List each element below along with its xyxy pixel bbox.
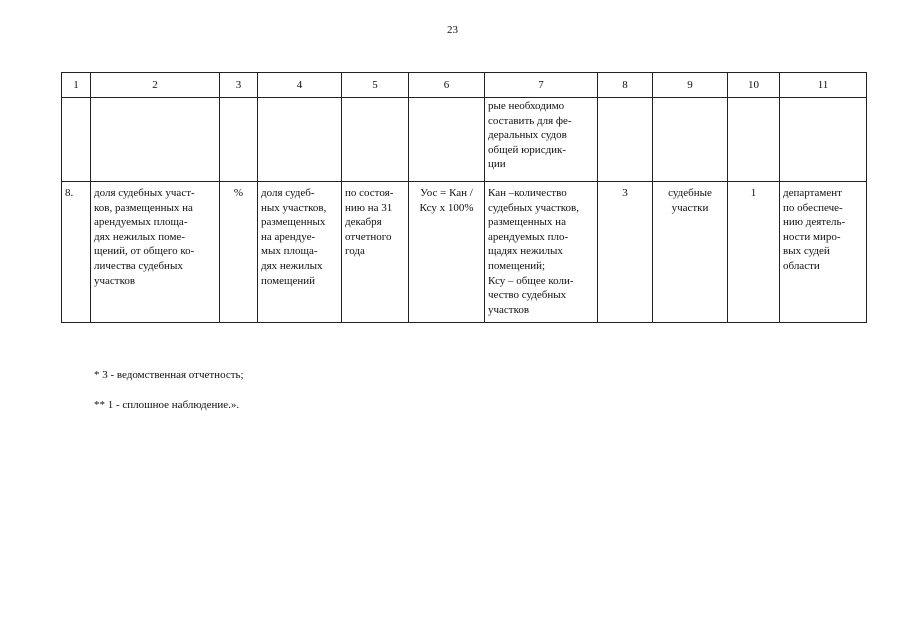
column-header: 9 xyxy=(653,73,728,98)
period: по состоя- нию на 31 декабря отчетного года xyxy=(345,187,394,258)
table-cell xyxy=(728,98,780,182)
footnotes xyxy=(94,368,244,428)
footnote-1: * 3 - ведомственная отчетность; xyxy=(94,369,244,381)
indicator-name: доля судебных участ- ков, размещенных на арендуемых площа- дях нежилых поме- щений, от общего ко- личества судебных участков xyxy=(94,187,195,287)
table-cell xyxy=(653,98,728,182)
responsible-cell xyxy=(780,182,867,323)
unit-cell xyxy=(220,182,258,323)
coverage: 1 xyxy=(750,187,757,199)
footnote-2: ** 1 - сплошное наблюдение.». xyxy=(94,399,240,411)
definition-cell xyxy=(258,182,342,323)
observation-unit-cell xyxy=(653,182,728,323)
table-cell xyxy=(780,98,867,182)
table-header-row xyxy=(62,73,867,98)
table-row-indicator-8 xyxy=(62,182,867,323)
column-header: 1 xyxy=(62,73,91,98)
continuation-text: рые необходимо составить для фе- деральных судов общей юрисдик- ции xyxy=(488,100,572,171)
definition: доля судеб- ных участков, размещенных на арендуе- мых площа- дях нежилых помещений xyxy=(261,187,327,287)
column-header: 3 xyxy=(220,73,258,98)
variables-cell xyxy=(485,182,598,323)
table-cell xyxy=(220,98,258,182)
table-cell xyxy=(598,98,653,182)
observation-unit: судебные участки xyxy=(668,187,712,214)
page-number: 23 xyxy=(447,24,458,36)
responsible: департамент по обеспече- нию деятель- ности миро- вых судей области xyxy=(783,187,846,272)
formula-cell xyxy=(409,182,485,323)
column-header: 2 xyxy=(91,73,220,98)
table-cell xyxy=(409,98,485,182)
table-cell xyxy=(258,98,342,182)
unit: % xyxy=(233,187,244,199)
column-header: 6 xyxy=(409,73,485,98)
column-header: 8 xyxy=(598,73,653,98)
table-cell xyxy=(91,98,220,182)
method-cell xyxy=(598,182,653,323)
indicator-table xyxy=(61,72,867,323)
formula: Уос = Кан / Ксу х 100% xyxy=(419,187,474,214)
column-header: 10 xyxy=(728,73,780,98)
method: 3 xyxy=(622,187,628,199)
coverage-cell xyxy=(728,182,780,323)
table-row-continuation xyxy=(62,98,867,182)
column-header: 7 xyxy=(485,73,598,98)
column-header: 4 xyxy=(258,73,342,98)
table-cell xyxy=(62,98,91,182)
indicator-name-cell xyxy=(91,182,220,323)
table-cell xyxy=(342,98,409,182)
row-number: 8. xyxy=(65,187,74,199)
period-cell xyxy=(342,182,409,323)
variables: Кан –количество судебных участков, размещенных на арендуемых пло- щадях нежилых помещений; Ксу – общее коли- чество судебных участков xyxy=(488,187,579,316)
column-header: 11 xyxy=(780,73,867,98)
column-header: 5 xyxy=(342,73,409,98)
row-number-cell xyxy=(62,182,91,323)
continuation-text-cell xyxy=(485,98,598,182)
